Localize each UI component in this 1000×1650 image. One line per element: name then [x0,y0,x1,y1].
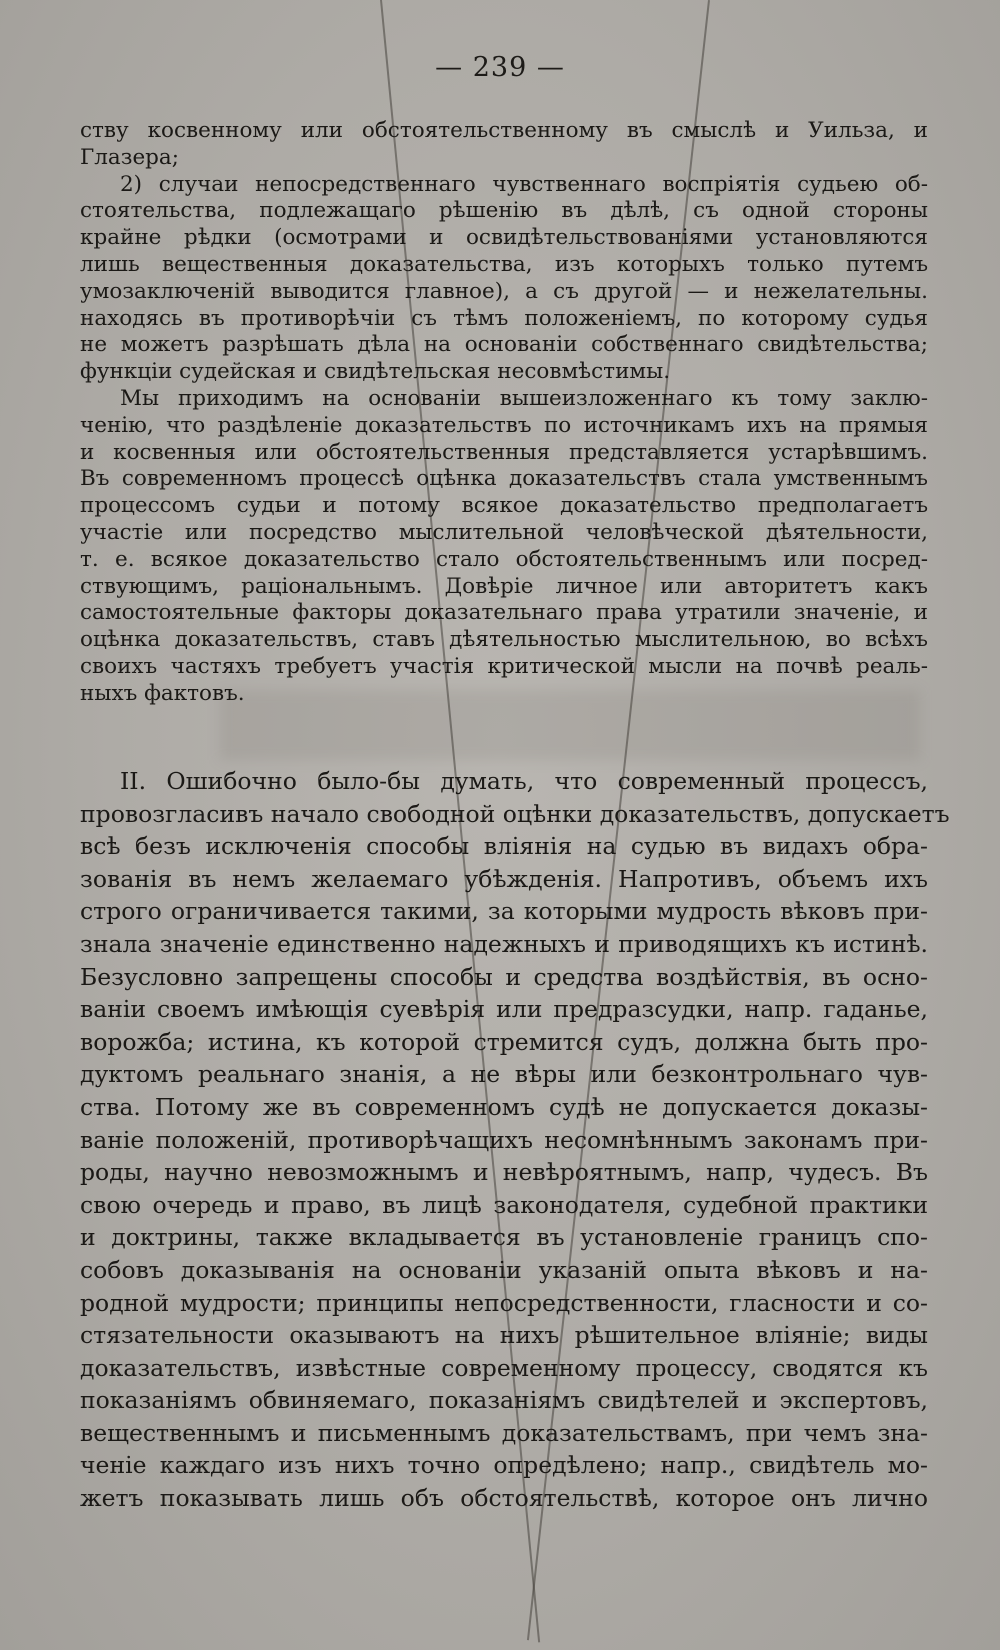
text-line: лишь вещественныя доказательства, изъ которыхъ только путемъ [80,251,928,277]
text-line: Въ современномъ процессѣ оцѣнка доказательствъ стала умственнымъ [80,466,928,492]
text-line: жетъ показывать лишь объ обстоятельствѣ, которое онъ лично [80,1484,928,1513]
text-line: ворожба; истина, къ которой стремится судъ, должна быть про- [80,1027,928,1056]
page-number: — 239 — [435,52,565,83]
text-line: самостоятельные факторы доказательнаго права утратили значеніе, и [80,600,928,626]
text-line: стоятельства, подлежащаго рѣшенію въ дѣлѣ, съ одной стороны [80,198,928,224]
text-line: показаніямъ обвиняемаго, показаніямъ свидѣтелей и экспертовъ, [80,1386,928,1415]
text-line: своихъ частяхъ требуетъ участія критической мысли на почвѣ реаль- [80,653,928,679]
text-line: вещественнымъ и письменнымъ доказательствамъ, при чемъ зна- [80,1418,928,1447]
text-line: Безусловно запрещены способы и средства воздѣйствія, въ осно- [80,962,928,991]
text-line: 2) случаи непосредственнаго чувственнаго воспріятія судьею об- [120,171,928,197]
text-line: II. Ошибочно было-бы думать, что современный процессъ, [120,767,928,795]
text-line: знала значеніе единственно надежныхъ и приводящихъ къ истинѣ. [80,929,928,958]
text-line: ствующимъ, раціональнымъ. Довѣріе личное или авторитетъ какъ [80,573,928,599]
text-line: зованія въ немъ желаемаго убѣжденія. Напротивъ, объемъ ихъ [80,864,928,893]
text-line: оцѣнка доказательствъ, ставъ дѣятельностью мыслительною, во всѣхъ [80,627,928,653]
text-line: ныхъ фактовъ. [80,680,245,706]
text-line: свою очередь и право, въ лицѣ законодателя, судебной практики [80,1190,928,1219]
text-line: ченію, что раздѣленіе доказательствъ по источникамъ ихъ на прямыя [80,412,928,438]
text-line: ства. Потому же въ современномъ судѣ не допускается доказы- [80,1092,928,1121]
text-line: и косвенныя или обстоятельственныя представляется устарѣвшимъ. [80,439,928,465]
text-line: провозгласивъ начало свободной оцѣнки доказательствъ, допускаетъ [80,799,950,828]
text-block-lower [80,765,950,1515]
text-line: роды, научно невозможнымъ и невѣроятнымъ, напр, чудесъ. Въ [80,1158,928,1187]
text-line: ству косвенному или обстоятельственному въ смыслѣ и Уильза, и [80,118,928,143]
text-line: участіе или посредство мыслительной человѣческой дѣятельности, [80,519,928,545]
text-line: крайне рѣдки (осмотрами и освидѣтельствованіями установляются [80,225,928,251]
text-line: всѣ безъ исключенія способы вліянія на судью въ видахъ обра- [80,832,928,861]
text-line: Глазера; [80,144,179,170]
text-line: не можетъ разрѣшать дѣла на основаніи собственнаго свидѣтельства; [80,332,928,358]
text-line: т. е. всякое доказательство стало обстоятельственнымъ или посред- [80,546,928,572]
text-line: доказательствъ, извѣстные современному процессу, сводятся къ [80,1353,928,1382]
text-line: Мы приходимъ на основаніи вышеизложеннаго къ тому заклю- [120,385,928,411]
text-block-upper [80,118,928,708]
text-line: находясь въ противорѣчіи съ тѣмъ положеніемъ, по которому судья [80,305,928,331]
text-line: собовъ доказыванія на основаніи указаній опыта вѣковъ и на- [80,1255,928,1284]
text-line: ваніи своемъ имѣющія суевѣрія или предразсудки, напр. гаданье, [80,995,928,1024]
text-line: и доктрины, также вкладывается въ установленіе границъ спо- [80,1223,928,1252]
text-line: функціи судейская и свидѣтельская несовмѣстимы. [80,359,671,385]
text-line: ченіе каждаго изъ нихъ точно опредѣлено; напр., свидѣтель мо- [80,1451,928,1480]
text-line: строго ограничивается такими, за которыми мудрость вѣковъ при- [80,897,928,926]
text-line: стязательности оказываютъ на нихъ рѣшительное вліяніе; виды [80,1321,928,1350]
text-line: ваніе положеній, противорѣчащихъ несомнѣннымъ законамъ при- [80,1125,928,1154]
text-line: родной мудрости; принципы непосредственности, гласности и со- [80,1288,928,1317]
text-line: дуктомъ реальнаго знанія, а не вѣры или безконтрольнаго чув- [80,1060,928,1089]
text-line: умозаключеній выводится главное), а съ другой — и нежелательны. [80,278,928,304]
text-line: процессомъ судьи и потому всякое доказательство предполагаетъ [80,493,928,519]
